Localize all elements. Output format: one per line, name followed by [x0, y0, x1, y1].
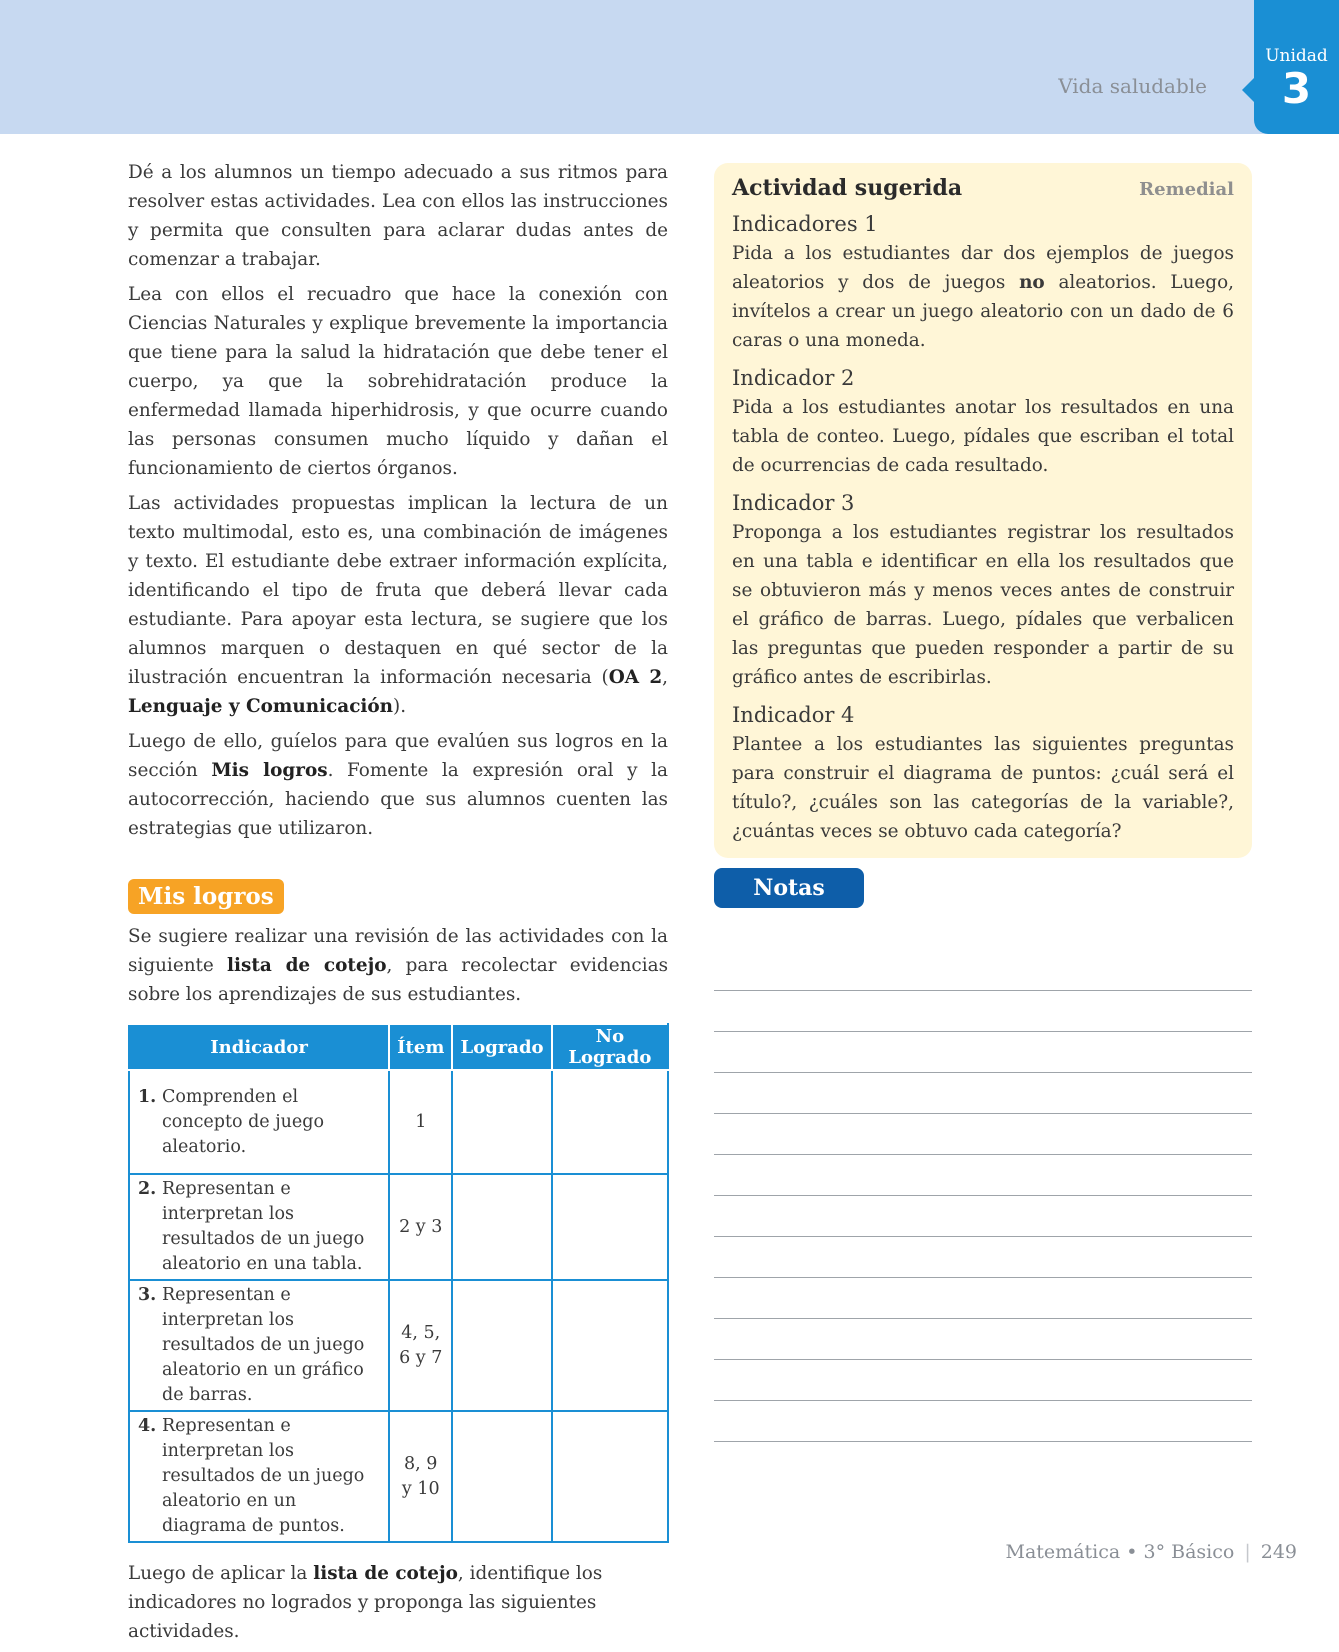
note-line: [714, 1195, 1252, 1196]
note-line: [714, 990, 1252, 991]
indicator-text: Representan e interpretan los resultados de un juego aleatorio en un diagrama de puntos.: [162, 1416, 365, 1536]
indicator-cell: [129, 1174, 389, 1280]
paragraph-5: [128, 922, 668, 1009]
item-cell: 4, 5, 6 y 7: [389, 1280, 452, 1411]
bold-text: Lenguaje y Comunicación: [128, 696, 394, 717]
indicator-text: Comprenden el concepto de juego aleatorio.: [162, 1086, 325, 1157]
text-span: ,: [662, 667, 668, 688]
bold-text: lista de cotejo: [313, 1563, 458, 1584]
page-footer: [1006, 1541, 1297, 1563]
bold-text: no: [1019, 272, 1045, 293]
note-line: [714, 1072, 1252, 1073]
header-item: Ítem: [389, 1024, 452, 1070]
checklist-table: [128, 1023, 669, 1543]
indicator-1-title: Indicadores 1: [732, 212, 878, 236]
paragraph-3: [128, 489, 668, 721]
mis-logros-heading: Mis logros: [128, 879, 284, 914]
paragraph-1: Dé a los alumnos un tiempo adecuado a sus ritmos para resolver estas actividades. Lea con ellos las instrucciones y permita que consulten para aclarar dudas antes de comenzar a trabajar.: [128, 162, 668, 270]
indicator-number: 2.: [138, 1179, 157, 1199]
indicator-3-title: Indicador 3: [732, 491, 855, 515]
unit-number: 3: [1281, 64, 1312, 113]
header-indicador: Indicador: [129, 1024, 389, 1070]
activity-box: [714, 163, 1252, 858]
no-logrado-cell[interactable]: [552, 1174, 668, 1280]
note-line: [714, 1318, 1252, 1319]
note-line: [714, 1277, 1252, 1278]
section-title: Vida saludable: [1058, 74, 1207, 98]
header-band: [0, 0, 1339, 134]
left-column: [128, 158, 668, 1652]
item-cell: 1: [389, 1070, 452, 1174]
indicator-2-text: Pida a los estudiantes anotar los resultados en una tabla de conteo. Luego, pídales que escriban el total de ocurrencias de cada resultado.: [732, 397, 1234, 476]
notes-heading: Notas: [714, 868, 864, 908]
note-line: [714, 1236, 1252, 1237]
note-line: [714, 1359, 1252, 1360]
indicator-cell: [129, 1411, 389, 1542]
table-row: [129, 1280, 668, 1411]
activity-tag: Remedial: [1139, 179, 1234, 200]
bold-text: OA 2: [608, 667, 663, 688]
item-cell: 2 y 3: [389, 1174, 452, 1280]
no-logrado-cell[interactable]: [552, 1411, 668, 1542]
table-row: [129, 1070, 668, 1174]
indicator-3-text: Proponga a los estudiantes registrar los resultados en una tabla e identificar en ella los resultados que se obtuvieron más y menos veces antes de construir el gráfico de barras. Luego, pídales que verbalicen las preguntas que pueden responder a partir de su gráfico antes de escribirlas.: [732, 522, 1234, 688]
logrado-cell[interactable]: [452, 1411, 551, 1542]
indicator-text: Representan e interpretan los resultados de un juego aleatorio en un gráfico de barras.: [162, 1285, 365, 1405]
header-no-logrado: No Logrado: [552, 1024, 668, 1070]
indicator-cell: [129, 1070, 389, 1174]
bold-text: lista de cotejo: [227, 955, 387, 976]
text-span: , identifique los indicadores no logrados y proponga las siguientes actividades.: [128, 1563, 603, 1642]
no-logrado-cell[interactable]: [552, 1280, 668, 1411]
paragraph-6: [128, 1559, 668, 1646]
indicator-1-text: [732, 239, 1234, 355]
header-logrado: Logrado: [452, 1024, 551, 1070]
indicator-4-title: Indicador 4: [732, 703, 855, 727]
no-logrado-cell[interactable]: [552, 1070, 668, 1174]
unit-tab: [1254, 0, 1339, 134]
text-span: aleatorios. Luego, invítelos a crear un juego aleatorio con un dado de 6 caras o una moneda.: [732, 272, 1234, 351]
table-row: [129, 1174, 668, 1280]
right-column: [714, 163, 1252, 858]
note-line: [714, 1154, 1252, 1155]
text-span: . Fomente la expresión oral y la autocorrección, haciendo que sus alumnos cuenten las estrategias que utilizaron.: [128, 760, 668, 839]
text-span: Las actividades propuestas implican la lectura de un texto multimodal, esto es, una combinación de imágenes y texto. El estudiante debe extraer información explícita, identificando el tipo de fruta que deberá llevar cada estudiante. Para apoyar esta lectura, se sugiere que los alumnos marquen o destaquen en qué sector de la ilustración encuentran la información necesaria (: [128, 493, 668, 688]
note-line: [714, 1031, 1252, 1032]
note-line: [714, 1400, 1252, 1401]
indicator-4-text: Plantee a los estudiantes las siguientes preguntas para construir el diagrama de puntos: ¿cuál será el título?, ¿cuáles son las categorías de la variable?, ¿cuántas veces se obtuvo cada categoría?: [732, 734, 1234, 842]
logrado-cell[interactable]: [452, 1070, 551, 1174]
unit-label: Unidad: [1265, 46, 1328, 66]
note-line: [714, 1441, 1252, 1442]
book-title: Matemática • 3° Básico: [1005, 1541, 1235, 1563]
text-span: ).: [393, 696, 407, 717]
text-span: Se sugiere realizar una revisión de las actividades con la siguiente: [128, 926, 668, 976]
paragraph-2: Lea con ellos el recuadro que hace la conexión con Ciencias Naturales y explique brevemente la importancia que tiene para la salud la hidratación que debe tener el cuerpo, ya que la sobrehidratación produce la enfermedad llamada hiperhidrosis, y que ocurre cuando las personas consumen mucho líquido y dañan el funcionamiento de ciertos órganos.: [128, 284, 668, 479]
indicator-number: 3.: [138, 1285, 157, 1305]
page-number: 249: [1260, 1541, 1297, 1563]
bold-text: Mis logros: [211, 760, 328, 781]
table-row: [129, 1411, 668, 1542]
text-span: , para recolectar evidencias sobre los aprendizajes de sus estudiantes.: [128, 955, 669, 1005]
table-header-row: [129, 1024, 668, 1070]
note-line: [714, 1113, 1252, 1114]
indicator-number: 4.: [138, 1416, 157, 1436]
activity-header: [732, 175, 1234, 201]
logrado-cell[interactable]: [452, 1174, 551, 1280]
indicator-2-title: Indicador 2: [732, 366, 855, 390]
text-span: Luego de ello, guíelos para que evalúen sus logros en la sección: [128, 731, 668, 781]
indicator-cell: [129, 1280, 389, 1411]
footer-separator: |: [1244, 1541, 1251, 1563]
indicator-text: Representan e interpretan los resultados de un juego aleatorio en una tabla.: [162, 1179, 365, 1274]
indicator-number: 1.: [138, 1086, 157, 1107]
paragraph-4: [128, 727, 668, 843]
item-cell: 8, 9 y 10: [389, 1411, 452, 1542]
activity-title: Actividad sugerida: [732, 175, 963, 201]
text-span: Luego de aplicar la: [128, 1563, 314, 1584]
text-span: Pida a los estudiantes dar dos ejemplos de juegos aleatorios y dos de juegos: [732, 243, 1234, 293]
logrado-cell[interactable]: [452, 1280, 551, 1411]
